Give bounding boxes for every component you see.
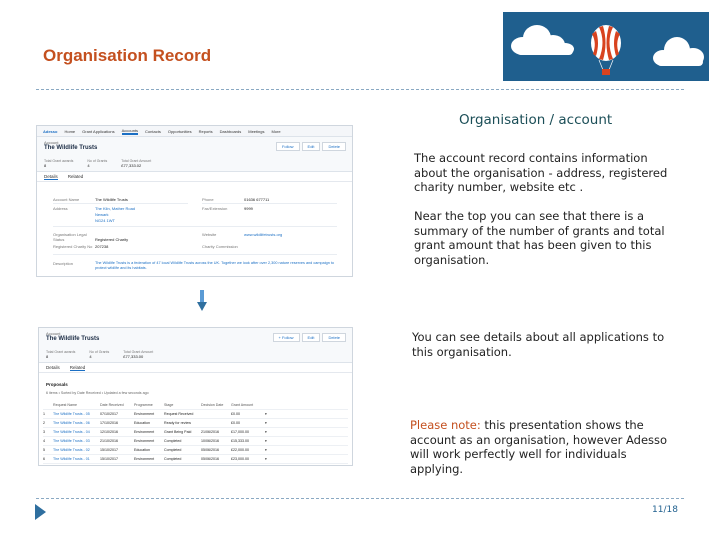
note-label: Please note:: [410, 418, 481, 432]
table-header: Request Name Date Received Programme Stage Decision Date Grant Amount: [43, 401, 348, 410]
clouds-balloon-illustration: [503, 12, 709, 81]
nav-item[interactable]: Home: [64, 128, 76, 134]
field-phone: Phone 01636 677711: [202, 197, 270, 202]
table-row[interactable]: 2 The Wildlife Trusts - 06 17/10/2016 Education Ready for review £0.00 ▾: [43, 419, 348, 428]
account-related-screenshot: [38, 327, 353, 466]
record-kind: Account: [46, 331, 61, 336]
edit-button[interactable]: Edit: [302, 333, 321, 342]
fact-total-amount: Total Grant Amount £77,333.00: [123, 350, 154, 359]
record-header: [37, 137, 352, 172]
field-fax: Fax/Extension 9999: [202, 206, 253, 211]
app-nav-bar: [37, 126, 352, 137]
nav-item[interactable]: Meetings: [248, 128, 265, 134]
tab-related[interactable]: Related: [69, 364, 86, 370]
cloud-icon: [511, 25, 574, 55]
related-list-info: 6 items • Sorted by Date Received • Updated a few seconds ago: [46, 391, 149, 395]
table-row[interactable]: 1 The Wildlife Trusts - 05 07/10/2017 Environment Request Received £0.00 ▾: [43, 410, 348, 419]
follow-button[interactable]: + Follow: [273, 333, 300, 342]
field-address-line: Newark: [95, 212, 109, 217]
table-row[interactable]: 4 The Wildlife Trusts - 03 21/10/2016 Environment Completed 10/06/2016 £15,333.00 ▾: [43, 437, 348, 446]
related-list-title: Proposals: [46, 382, 68, 387]
banner-image: [503, 12, 709, 81]
tab-related[interactable]: Related: [67, 174, 84, 179]
delete-button[interactable]: Delete: [322, 333, 346, 342]
paragraph-note: [410, 418, 672, 476]
divider: [36, 498, 684, 499]
field-description-label: Description: [53, 261, 74, 266]
record-header: [39, 328, 352, 363]
fact-total-amount: Total Grant Amount £77,333.02: [121, 159, 152, 168]
field-commission: Charity Commission: [202, 244, 238, 249]
record-name: The Wildlife Trusts: [44, 145, 98, 151]
hot-air-balloon-icon: [591, 25, 621, 75]
nav-item[interactable]: Opportunities: [167, 128, 192, 134]
tab-details[interactable]: Details: [44, 173, 58, 179]
field-reg-charity: Registered Charity No 207238: [53, 244, 109, 249]
app-name: Adesso: [43, 128, 58, 134]
nav-item[interactable]: Contacts: [145, 128, 161, 134]
table-row[interactable]: 3 The Wildlife Trusts - 04 12/10/2016 Environment Grant Being Paid 21/06/2016 £17,000.00 ▾: [43, 428, 348, 437]
field-account-name: Account Name The Wildlife Trusts: [53, 197, 128, 202]
record-tabs: [37, 172, 352, 182]
paragraph-account-record: The account record contains information about the organisation - address, registered charity number, website etc .: [414, 151, 668, 195]
nav-item[interactable]: Dashboards: [219, 128, 242, 134]
fact-no-grants: No of Grants 4: [87, 159, 108, 168]
nav-item[interactable]: More: [271, 128, 281, 134]
table-row[interactable]: 6 The Wildlife Trusts - 01 15/10/2017 Environment Completed 05/06/2016 £23,000.00 ▾: [43, 455, 348, 464]
field-org-status: Organisation Legal Status Registered Charity: [53, 232, 129, 242]
nav-item[interactable]: Grant Applications: [82, 128, 115, 134]
page-number: 11/18: [652, 505, 678, 515]
fact-total-awards: Total Grant awards 8: [46, 350, 76, 359]
delete-button[interactable]: Delete: [322, 142, 346, 151]
note-text: this presentation shows the account as an organisation, however Adesso will work perfectly well for individuals applying.: [410, 418, 668, 476]
record-tabs: [39, 363, 352, 373]
record-name: The Wildlife Trusts: [46, 336, 100, 342]
account-details-screenshot: [36, 125, 353, 277]
play-triangle-icon[interactable]: [35, 504, 46, 520]
nav-item-accounts[interactable]: Accounts: [121, 127, 139, 133]
table-row[interactable]: 5 The Wildlife Trusts - 02 15/10/2017 Education Completed 05/06/2016 £22,000.00 ▾: [43, 446, 348, 455]
edit-button[interactable]: Edit: [302, 142, 321, 151]
nav-item[interactable]: Reports: [198, 128, 213, 134]
tab-details[interactable]: Details: [46, 365, 60, 370]
paragraph-applications: You can see details about all applications to this organisation.: [412, 330, 665, 359]
follow-button[interactable]: Follow: [276, 142, 300, 151]
slide-title: Organisation Record: [43, 46, 212, 65]
record-kind: Account: [44, 140, 59, 145]
divider: [36, 89, 684, 90]
field-address-label: Address The Kiln, Mather Road: [53, 206, 136, 211]
section-subtitle: Organisation / account: [459, 112, 613, 128]
fact-no-grants: No of Grants 4: [89, 350, 110, 359]
fact-total-awards: Total Grant awards 8: [44, 159, 74, 168]
down-arrow-icon: [197, 290, 207, 312]
proposals-table: [43, 401, 348, 464]
field-description: The Wildlife Trusts is a federation of 47 local Wildlife Trusts across the UK. Together we look after over 2,300 nature reserves and campaign to protect wildlife and its habitats.: [95, 261, 335, 270]
field-website: Website www.wildlifetrusts.org: [202, 232, 283, 237]
cloud-icon: [653, 37, 704, 66]
paragraph-summary: Near the top you can see that there is a summary of the number of grants and total grant amount that has been given to this organisation.: [414, 209, 665, 267]
field-address-line: NG24 1WT: [95, 218, 116, 223]
